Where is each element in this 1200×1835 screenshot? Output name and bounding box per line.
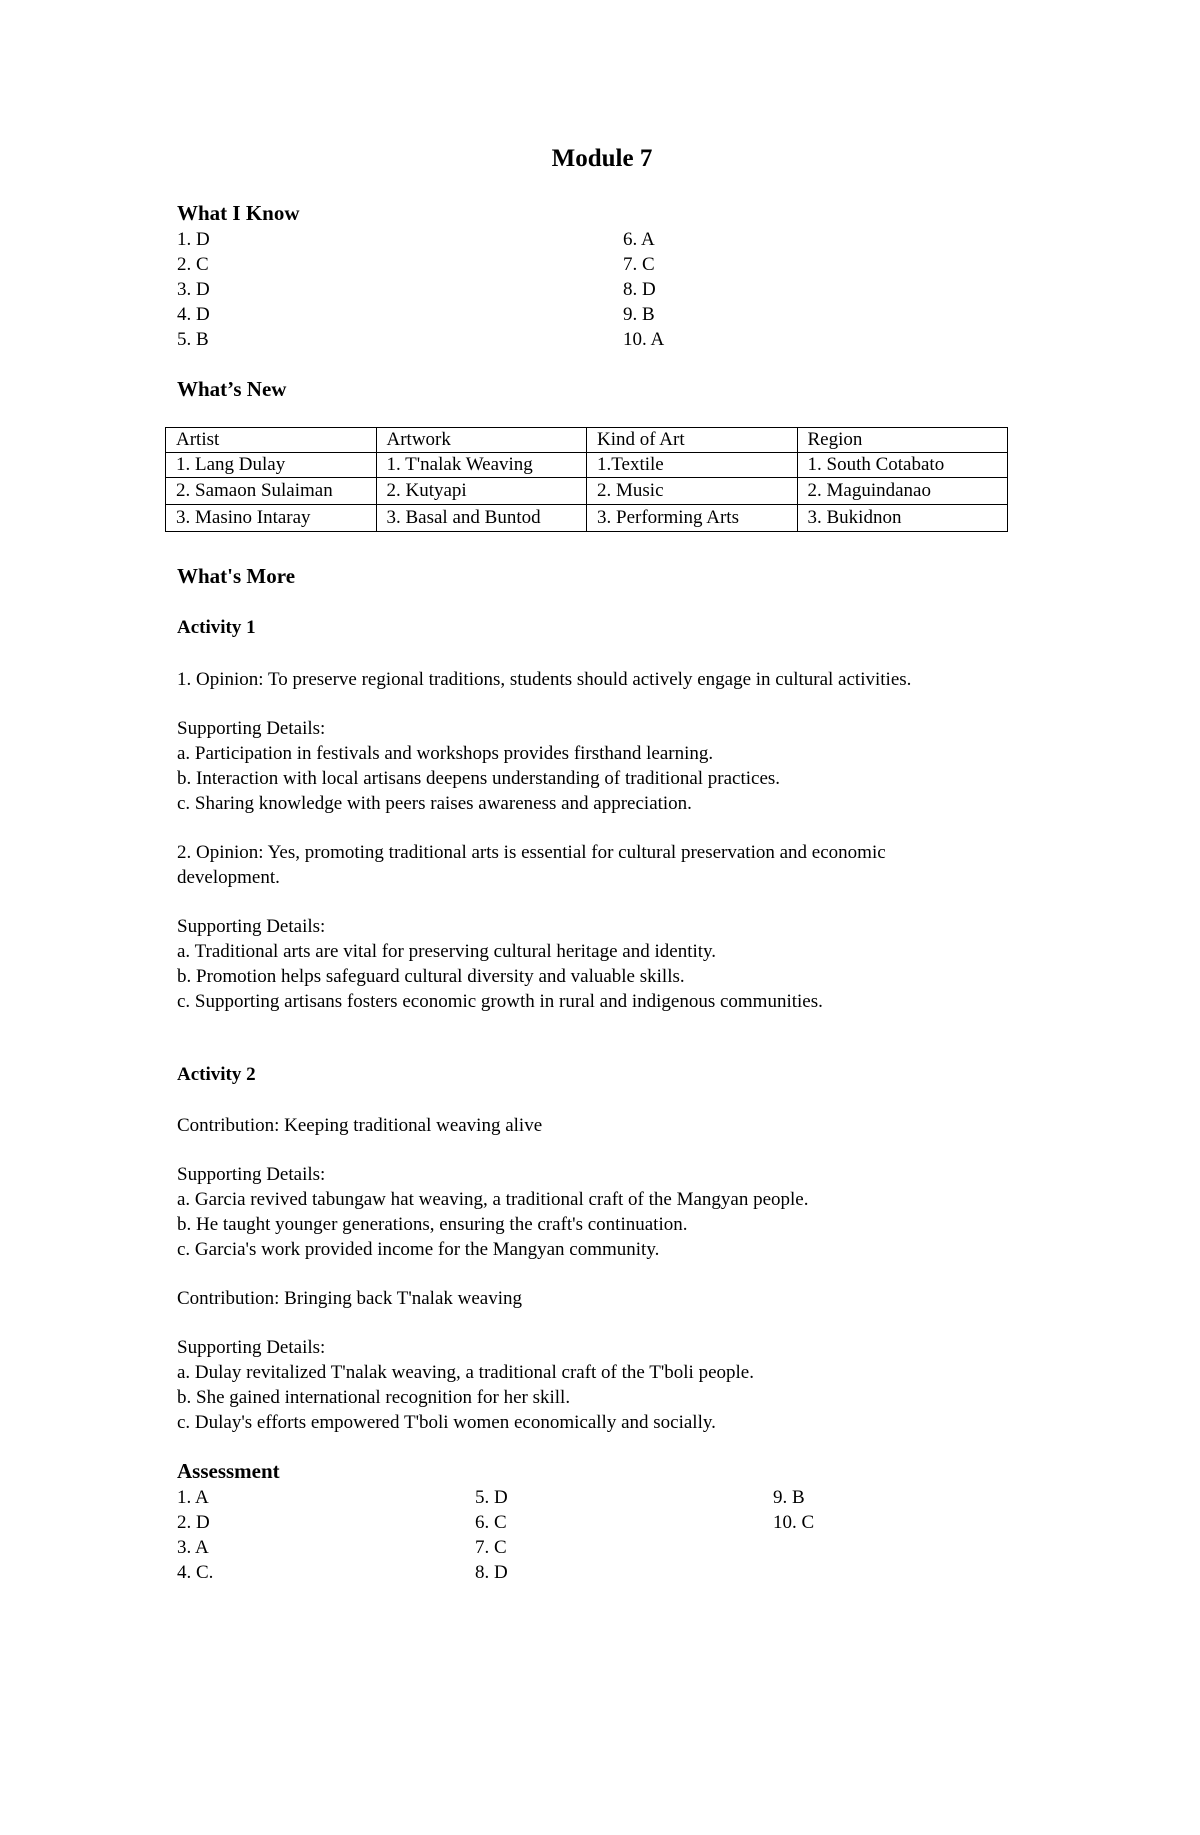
what-i-know-heading: What I Know — [177, 201, 300, 225]
answer-item: 4. C. — [177, 1562, 214, 1583]
detail-item: a. Participation in festivals and workshops provides firsthand learning. — [177, 743, 714, 764]
table-header-cell: Artist — [166, 428, 377, 453]
answer-item: 2. C — [177, 254, 209, 275]
answer-item: 7. C — [623, 254, 655, 275]
assessment-heading: Assessment — [177, 1459, 280, 1483]
answer-item: 3. A — [177, 1537, 209, 1558]
answer-item: 6. A — [623, 229, 655, 250]
answer-item: 2. D — [177, 1512, 210, 1533]
page-title: Module 7 — [551, 145, 653, 172]
activity-1-heading: Activity 1 — [177, 617, 256, 638]
opinion-1: 1. Opinion: To preserve regional traditions, students should actively engage in cultural activities. — [177, 669, 912, 690]
activity-2-support-2 — [177, 1335, 1027, 1435]
activity-2-support-1 — [177, 1162, 1027, 1262]
activity-2-heading: Activity 2 — [177, 1064, 256, 1085]
table-cell: 2. Samaon Sulaiman — [166, 478, 377, 505]
what-i-know-left-column — [177, 227, 210, 352]
detail-item: c. Dulay's efforts empowered T'boli women economically and socially. — [177, 1412, 716, 1433]
table-header-row — [166, 428, 1008, 453]
supporting-details-label: Supporting Details: — [177, 718, 326, 739]
answer-item: 3. D — [177, 279, 210, 300]
table-cell: 1. South Cotabato — [797, 453, 1008, 478]
detail-item: c. Sharing knowledge with peers raises awareness and appreciation. — [177, 793, 692, 814]
contribution-1: Contribution: Keeping traditional weaving alive — [177, 1115, 543, 1136]
table-cell: 3. Bukidnon — [797, 505, 1008, 532]
supporting-details-label: Supporting Details: — [177, 916, 326, 937]
opinion-2-line: development. — [177, 867, 280, 888]
table-row — [166, 453, 1008, 478]
table-cell: 1.Textile — [587, 453, 798, 478]
table-cell: 3. Masino Intaray — [166, 505, 377, 532]
supporting-details-label: Supporting Details: — [177, 1337, 326, 1358]
assessment-column-3 — [773, 1485, 814, 1535]
supporting-details-label: Supporting Details: — [177, 1164, 326, 1185]
answer-item: 8. D — [623, 279, 656, 300]
detail-item: b. Promotion helps safeguard cultural diversity and valuable skills. — [177, 966, 685, 987]
detail-item: c. Garcia's work provided income for the Mangyan community. — [177, 1239, 660, 1260]
answer-item: 9. B — [623, 304, 655, 325]
artists-table — [165, 427, 1008, 532]
whats-more-heading: What's More — [177, 564, 296, 588]
assessment-column-1 — [177, 1485, 213, 1585]
answer-item: 6. C — [475, 1512, 507, 1533]
detail-item: a. Dulay revitalized T'nalak weaving, a traditional craft of the T'boli people. — [177, 1362, 754, 1383]
activity-1-support-2 — [177, 914, 1027, 1014]
whats-new-heading: What’s New — [177, 377, 287, 401]
answer-item: 1. D — [177, 229, 210, 250]
table-header-cell: Kind of Art — [587, 428, 798, 453]
assessment-column-2 — [475, 1485, 508, 1585]
detail-item: b. She gained international recognition for her skill. — [177, 1387, 571, 1408]
table-row — [166, 478, 1008, 505]
table-cell: 2. Maguindanao — [797, 478, 1008, 505]
detail-item: a. Garcia revived tabungaw hat weaving, a traditional craft of the Mangyan people. — [177, 1189, 809, 1210]
detail-item: a. Traditional arts are vital for preserving cultural heritage and identity. — [177, 941, 717, 962]
table-header-cell: Region — [797, 428, 1008, 453]
answer-item: 8. D — [475, 1562, 508, 1583]
answer-item: 9. B — [773, 1487, 805, 1508]
table-cell: 3. Basal and Buntod — [376, 505, 587, 532]
answer-item: 4. D — [177, 304, 210, 325]
what-i-know-right-column — [623, 227, 664, 352]
table-cell: 1. Lang Dulay — [166, 453, 377, 478]
table-cell: 1. T'nalak Weaving — [376, 453, 587, 478]
answer-item: 10. A — [623, 329, 665, 350]
table-cell: 2. Kutyapi — [376, 478, 587, 505]
table-cell: 2. Music — [587, 478, 798, 505]
answer-item: 10. C — [773, 1512, 815, 1533]
detail-item: b. Interaction with local artisans deepens understanding of traditional practices. — [177, 768, 781, 789]
opinion-2-line: 2. Opinion: Yes, promoting traditional arts is essential for cultural preservation and economic — [177, 842, 886, 863]
table-row — [166, 505, 1008, 532]
opinion-2 — [177, 840, 1027, 890]
table-cell: 3. Performing Arts — [587, 505, 798, 532]
detail-item: c. Supporting artisans fosters economic growth in rural and indigenous communities. — [177, 991, 823, 1012]
detail-item: b. He taught younger generations, ensuring the craft's continuation. — [177, 1214, 688, 1235]
activity-1-support-1 — [177, 716, 1027, 816]
answer-item: 5. B — [177, 329, 209, 350]
answer-item: 1. A — [177, 1487, 209, 1508]
contribution-2: Contribution: Bringing back T'nalak weaving — [177, 1288, 523, 1309]
answer-item: 5. D — [475, 1487, 508, 1508]
answer-item: 7. C — [475, 1537, 507, 1558]
table-header-cell: Artwork — [376, 428, 587, 453]
